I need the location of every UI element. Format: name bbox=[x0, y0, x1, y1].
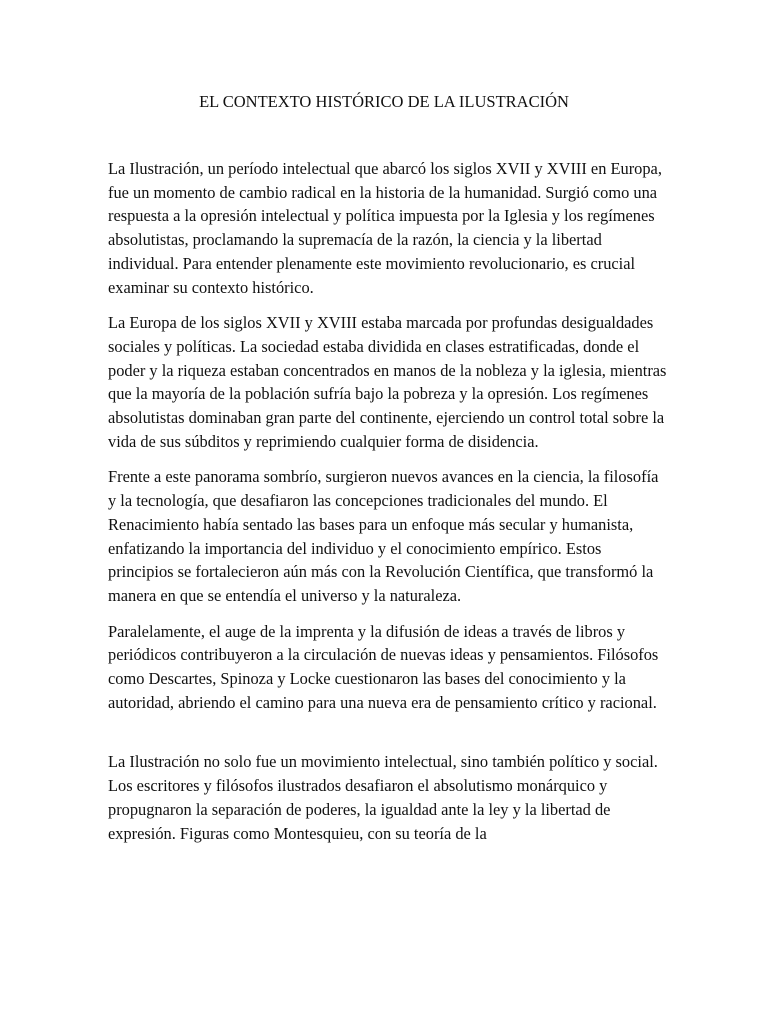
paragraph-1: La Ilustración, un período intelectual que abarcó los siglos XVII y XVIII en Europa, fue un momento de cambio radical en la historia de la humanidad. Surgió como una respuesta a la opresión intelectual y política impuesta por la Iglesia y los regímenes absolutistas, proclamando la supremacía de la razón, la ciencia y la libertad individual. Para entender plenamente este movimiento revolucionario, es crucial examinar su contexto histórico. bbox=[108, 159, 662, 297]
document-title: EL CONTEXTO HISTÓRICO DE LA ILUSTRACIÓN bbox=[199, 92, 569, 111]
document-body bbox=[108, 157, 668, 845]
paragraph-4: Paralelamente, el auge de la imprenta y la difusión de ideas a través de libros y periódicos contribuyeron a la circulación de nuevas ideas y pensamientos. Filósofos como Descartes, Spinoza y Locke cuestionaron las bases del conocimiento y la autoridad, abriendo el camino para una nueva era de pensamiento crítico y racional. bbox=[108, 621, 659, 712]
paragraph-5: La Ilustración no solo fue un movimiento intelectual, sino también político y social. Los escritores y filósofos ilustrados desafiaron el absolutismo monárquico y propugnaron la separación de poderes, la igualdad ante la ley y la libertad de expresión. Figuras como Montesquieu, con su teoría de la bbox=[108, 752, 658, 843]
paragraph-2: La Europa de los siglos XVII y XVIII estaba marcada por profundas desigualdades sociales y políticas. La sociedad estaba dividida en clases estratificadas, donde el poder y la riqueza estaban concentrados en manos de la nobleza y la iglesia, mientras que la mayoría de la población sufría bajo la pobreza y la opresión. Los regímenes absolutistas dominaban gran parte del continente, ejerciendo un control total sobre la vida de sus súbditos y reprimiendo cualquier forma de disidencia. bbox=[108, 313, 667, 451]
paragraph-3: Frente a este panorama sombrío, surgieron nuevos avances en la ciencia, la filosofía y la tecnología, que desafiaron las concepciones tradicionales del mundo. El Renacimiento había sentado las bases para un enfoque más secular y humanista, enfatizando la importancia del individuo y el conocimiento empírico. Estos principios se fortalecieron aún más con la Revolución Científica, que transformó la manera en que se entendía el universo y la naturaleza. bbox=[108, 467, 659, 605]
